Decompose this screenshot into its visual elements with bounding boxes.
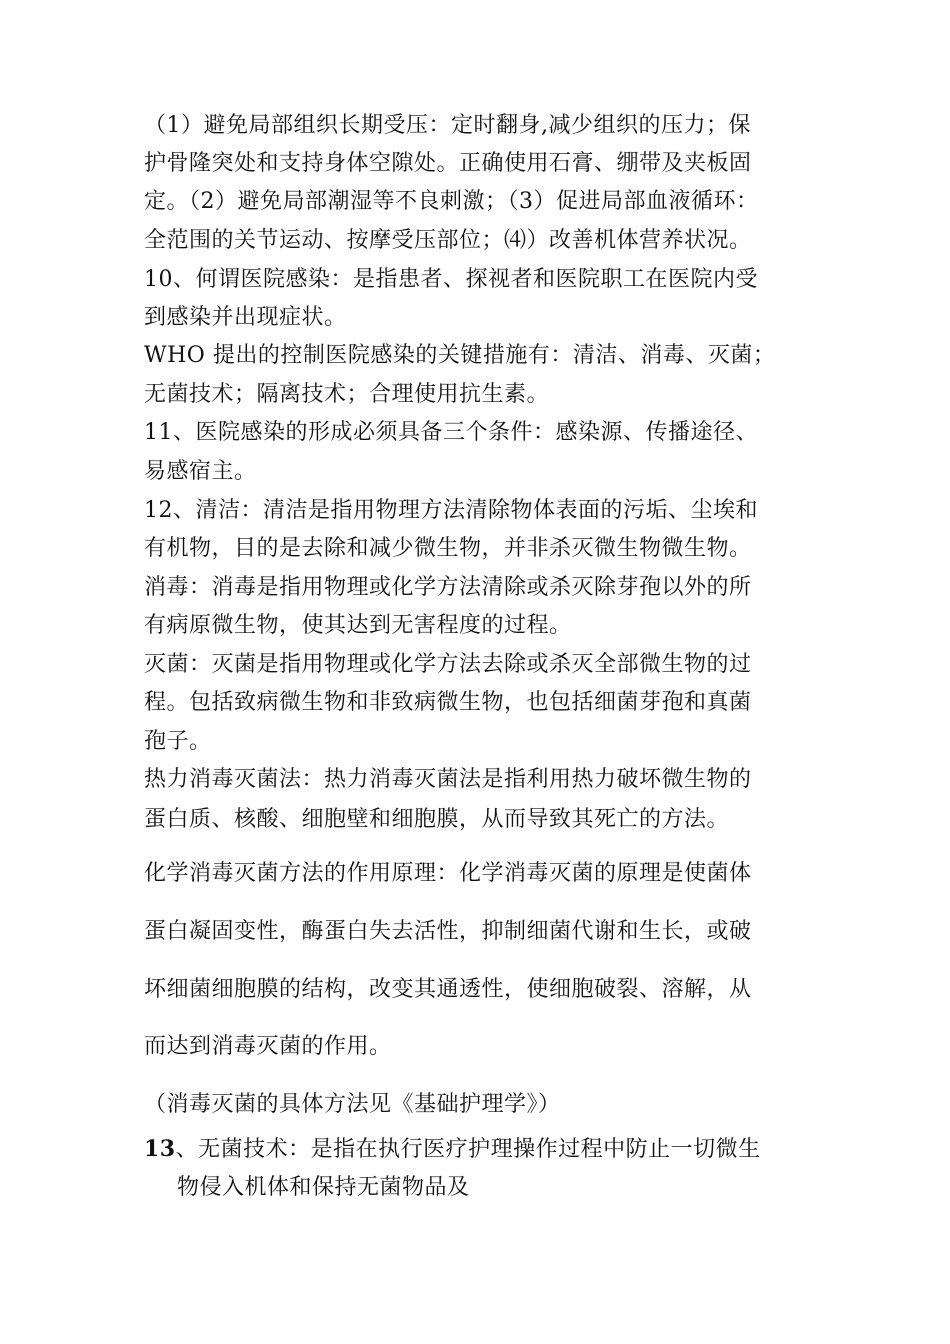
- text-line: 12、清洁：清洁是指用物理方法清除物体表面的污垢、尘埃和: [144, 498, 758, 523]
- text-line: 10、何谓医院感染：是指患者、探视者和医院职工在医院内受: [144, 267, 758, 292]
- text-line: WHO 提出的控制医院感染的关键措施有：清洁、消毒、灭菌；: [144, 343, 776, 368]
- text-line: 而达到消毒灭菌的作用。: [144, 1034, 392, 1059]
- item-13-line-2: 物侵入机体和保持无菌物品及: [177, 1175, 470, 1200]
- text-line: 蛋白凝固变性，酶蛋白失去活性，抑制细菌代谢和生长，或破: [144, 919, 752, 944]
- item-13-number: 13: [144, 1136, 176, 1162]
- item-13-text: 、无菌技术：是指在执行医疗护理操作过程中防止一切微生: [175, 1137, 761, 1162]
- text-line: （1）避免局部组织长期受压：定时翻身,减少组织的压力；保: [144, 113, 751, 138]
- text-line: 有病原微生物，使其达到无害程度的过程。: [144, 613, 572, 638]
- text-line: （消毒灭菌的具体方法见《基础护理学》）: [144, 1092, 561, 1117]
- item-13-line-1: [144, 1134, 761, 1165]
- text-line: 坏细菌细胞膜的结构，改变其通透性，使细胞破裂、溶解，从: [144, 977, 752, 1002]
- text-line: 孢子。: [144, 729, 212, 754]
- text-line: 无菌技术；隔离技术；合理使用抗生素。: [144, 382, 550, 407]
- text-line: 到感染并出现症状。: [144, 305, 347, 330]
- text-line: 全范围的关节运动、按摩受压部位；⑷）改善机体营养状况。: [144, 228, 752, 253]
- text-line: 有机物，目的是去除和减少微生物，并非杀灭微生物微生物。: [144, 536, 752, 561]
- text-line: 灭菌：灭菌是指用物理或化学方法去除或杀灭全部微生物的过: [144, 652, 752, 677]
- text-line: 化学消毒灭菌方法的作用原理：化学消毒灭菌的原理是使菌体: [144, 861, 752, 886]
- text-line: 蛋白质、核酸、细胞壁和细胞膜，从而导致其死亡的方法。: [144, 807, 730, 832]
- text-line: 程。包括致病微生物和非致病微生物，也包括细菌芽孢和真菌: [144, 690, 752, 715]
- text-line: 消毒：消毒是指用物理或化学方法清除或杀灭除芽孢以外的所: [144, 575, 752, 600]
- text-line: 易感宿主。: [144, 459, 257, 484]
- text-line: 热力消毒灭菌法：热力消毒灭菌法是指利用热力破坏微生物的: [144, 767, 752, 792]
- text-line: 护骨隆突处和支持身体空隙处。正确使用石膏、绷带及夹板固: [144, 151, 752, 176]
- text-line: 定。（2）避免局部潮湿等不良刺激；（3）促进局部血液循环：: [144, 189, 759, 214]
- text-line: 11、医院感染的形成必须具备三个条件：感染源、传播途径、: [144, 420, 758, 445]
